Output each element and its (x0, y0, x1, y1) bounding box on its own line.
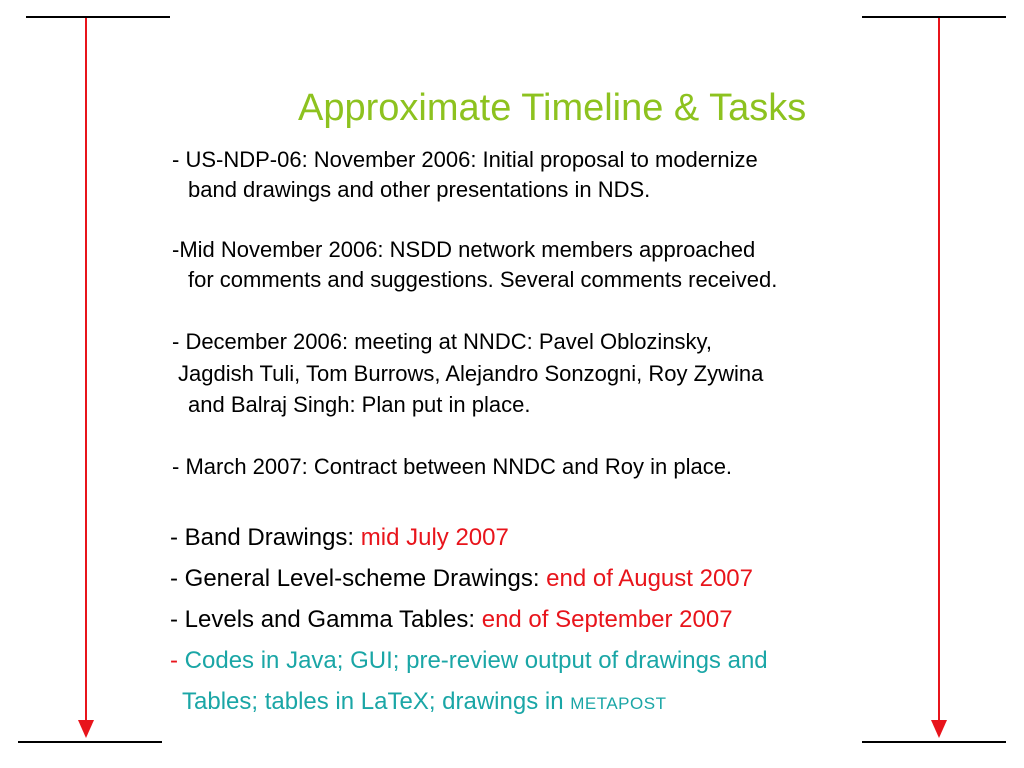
task-tables-label: - Levels and Gamma Tables: (170, 606, 482, 633)
task-codes-metapost: METAPOST (570, 694, 667, 713)
task-level-scheme-label: - General Level-scheme Drawings: (170, 565, 547, 592)
right-arrow-head-icon (931, 720, 947, 738)
task-level-scheme-date: end of August 2007 (546, 565, 754, 592)
timeline-item-1-line-1: - US-NDP-06: November 2006: Initial proposal to modernize (172, 147, 758, 172)
timeline-item-4-line-1: - March 2007: Contract between NNDC and Roy in place. (172, 454, 733, 479)
task-codes-text-2: Tables; tables in LaTeX; drawings in (182, 688, 571, 715)
task-tables-date: end of September 2007 (481, 606, 733, 633)
task-codes-text-1: Codes in Java; GUI; pre-review output of drawings and (184, 647, 768, 674)
bottom-right-rule (862, 741, 1006, 743)
task-codes-line-2 (182, 685, 666, 721)
timeline-item-3-line-2: Jagdish Tuli, Tom Burrows, Alejandro Sonzogni, Roy Zywina (178, 361, 764, 386)
top-left-rule (26, 16, 170, 18)
timeline-item-3-line-3: and Balraj Singh: Plan put in place. (188, 392, 531, 417)
timeline-item-2-line-2: for comments and suggestions. Several comments received. (188, 267, 778, 292)
task-tables (170, 603, 733, 637)
top-right-rule (862, 16, 1006, 18)
task-level-scheme (170, 562, 753, 596)
slide-title: Approximate Timeline & Tasks (298, 87, 807, 129)
task-band-drawings (170, 521, 509, 555)
task-band-date: mid July 2007 (360, 524, 509, 551)
task-band-label: - Band Drawings: (170, 524, 361, 551)
task-codes-dash: - (170, 647, 185, 674)
timeline-item-3-line-1: - December 2006: meeting at NNDC: Pavel Oblozinsky, (172, 329, 713, 354)
task-codes-line-1 (170, 644, 768, 678)
timeline-item-1-line-2: band drawings and other presentations in NDS. (188, 177, 651, 202)
left-arrow-head-icon (78, 720, 94, 738)
timeline-item-2-line-1: -Mid November 2006: NSDD network members approached (172, 237, 756, 262)
bottom-left-rule (18, 741, 162, 743)
